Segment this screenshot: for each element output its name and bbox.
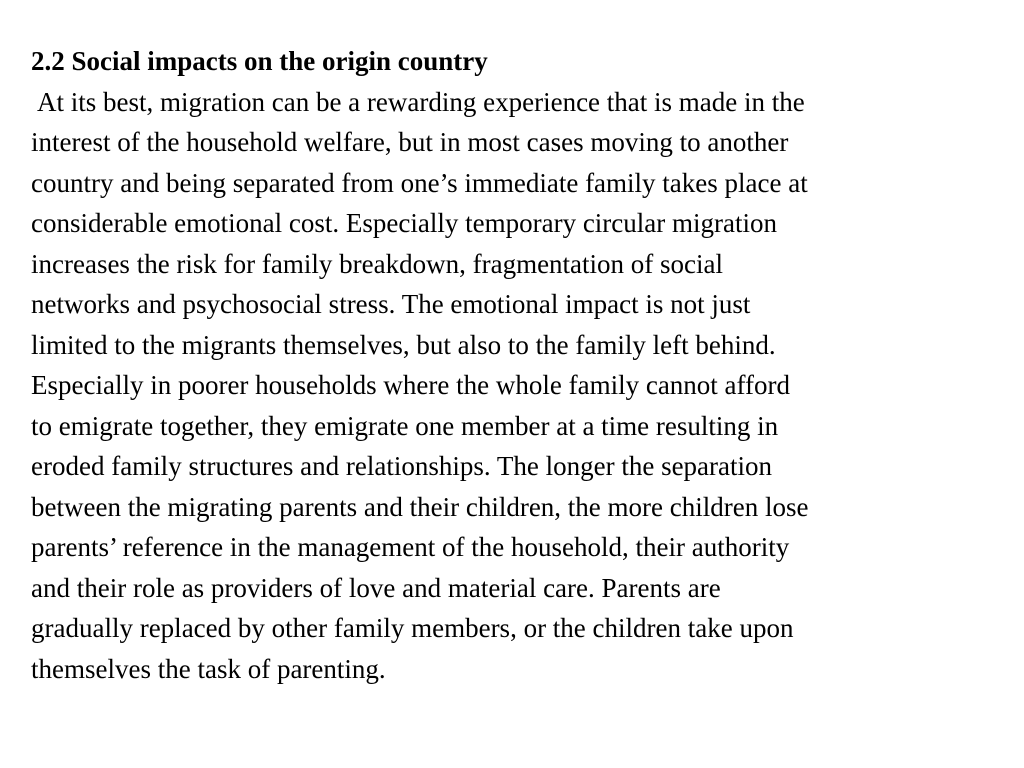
paragraph-line: considerable emotional cost. Especially temporary circular migration: [31, 208, 777, 238]
paragraph-line: country and being separated from one’s immediate family takes place at: [31, 167, 808, 198]
body-paragraph: [31, 82, 1016, 690]
paragraph-line: increases the risk for family breakdown, fragmentation of social: [31, 248, 724, 279]
section-heading: 2.2 Social impacts on the origin country: [31, 46, 488, 76]
paragraph-line: Especially in poorer households where the whole family cannot afford: [31, 370, 791, 400]
paragraph-line: At its best, migration can be a rewarding experience that is made in the: [37, 86, 805, 117]
paragraph-line: to emigrate together, they emigrate one member at a time resulting in: [31, 410, 779, 441]
paragraph-line: themselves the task of parenting.: [31, 653, 386, 684]
paragraph-line: limited to the migrants themselves, but also to the family left behind.: [31, 329, 776, 360]
paragraph-line: parents’ reference in the management of the household, their authority: [31, 532, 790, 562]
paragraph-line: eroded family structures and relationships. The longer the separation: [31, 451, 773, 481]
paragraph-line: between the migrating parents and their children, the more children lose: [31, 491, 809, 522]
paragraph-line: networks and psychosocial stress. The emotional impact is not just: [31, 289, 751, 319]
slide-content: [31, 41, 1016, 689]
paragraph-line: and their role as providers of love and material care. Parents are: [31, 572, 721, 603]
paragraph-line: gradually replaced by other family members, or the children take upon: [31, 613, 794, 643]
paragraph-line: interest of the household welfare, but in most cases moving to another: [31, 127, 789, 157]
